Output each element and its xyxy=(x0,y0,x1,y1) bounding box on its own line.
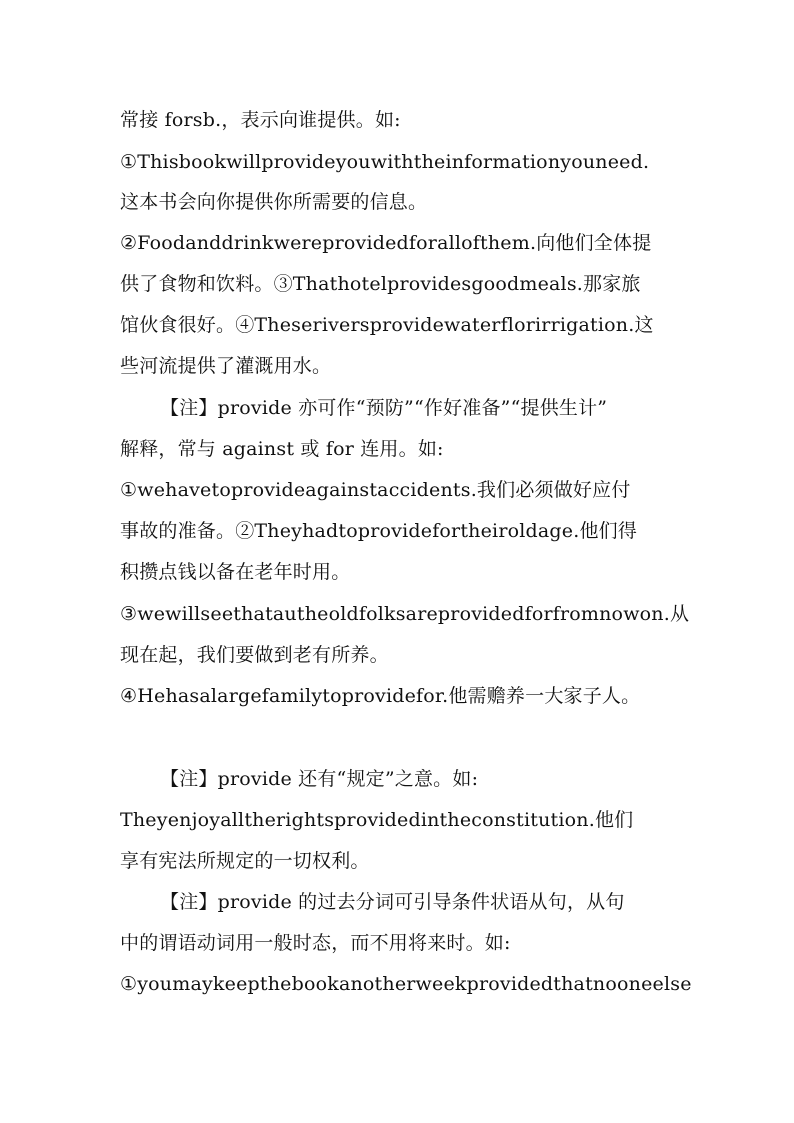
text-line: 馆伙食很好。④Theseriversprovidewaterflorirrigation.这 xyxy=(120,314,654,336)
note-line: 【注】provide 的过去分词可引导条件状语从句，从句 xyxy=(160,891,625,913)
text-line: Theyenjoyalltherightsprovidedintheconstitution.他们 xyxy=(120,809,634,831)
text-line: 这本书会向你提供你所需要的信息。 xyxy=(120,191,428,213)
text-line: 事故的准备。②Theyhadtoprovidefortheiroldage.他们得 xyxy=(120,520,638,542)
text-line: 解释，常与 against 或 for 连用。如: xyxy=(120,438,444,460)
text-line: 供了食物和饮料。③Thathotelprovidesgoodmeals.那家旅 xyxy=(120,273,641,295)
text-line: ①youmaykeepthebookanotherweekprovidedthatnooneelse xyxy=(120,973,692,995)
text-line: 现在起，我们要做到老有所养。 xyxy=(120,644,389,666)
text-line: 些河流提供了灌溉用水。 xyxy=(120,355,332,377)
text-line: ①Thisbookwillprovideyouwiththeinformationyouneed. xyxy=(120,151,650,173)
text-line: 积攒点钱以备在老年时用。 xyxy=(120,561,351,583)
text-line: ④Hehasalargefamilytoprovidefor.他需赡养一大家子人。 xyxy=(120,685,641,707)
note-line: 【注】provide 亦可作“预防”“作好准备”“提供生计” xyxy=(160,397,608,419)
text-line: ③wewillseethatautheoldfolksareprovidedforfromnowon.从 xyxy=(120,603,690,625)
text-line: ②Foodanddrinkwereprovidedforallofthem.向他们全体提 xyxy=(120,232,652,254)
text-line: ①wehavetoprovideagainstaccidents.我们必须做好应付 xyxy=(120,479,631,501)
text-line: 享有宪法所规定的一切权利。 xyxy=(120,850,370,872)
text-line: 常接 forsb.，表示向谁提供。如: xyxy=(120,109,401,131)
note-line: 【注】provide 还有“规定”之意。如: xyxy=(160,768,479,790)
text-line: 中的谓语动词用一般时态，而不用将来时。如: xyxy=(120,932,511,954)
